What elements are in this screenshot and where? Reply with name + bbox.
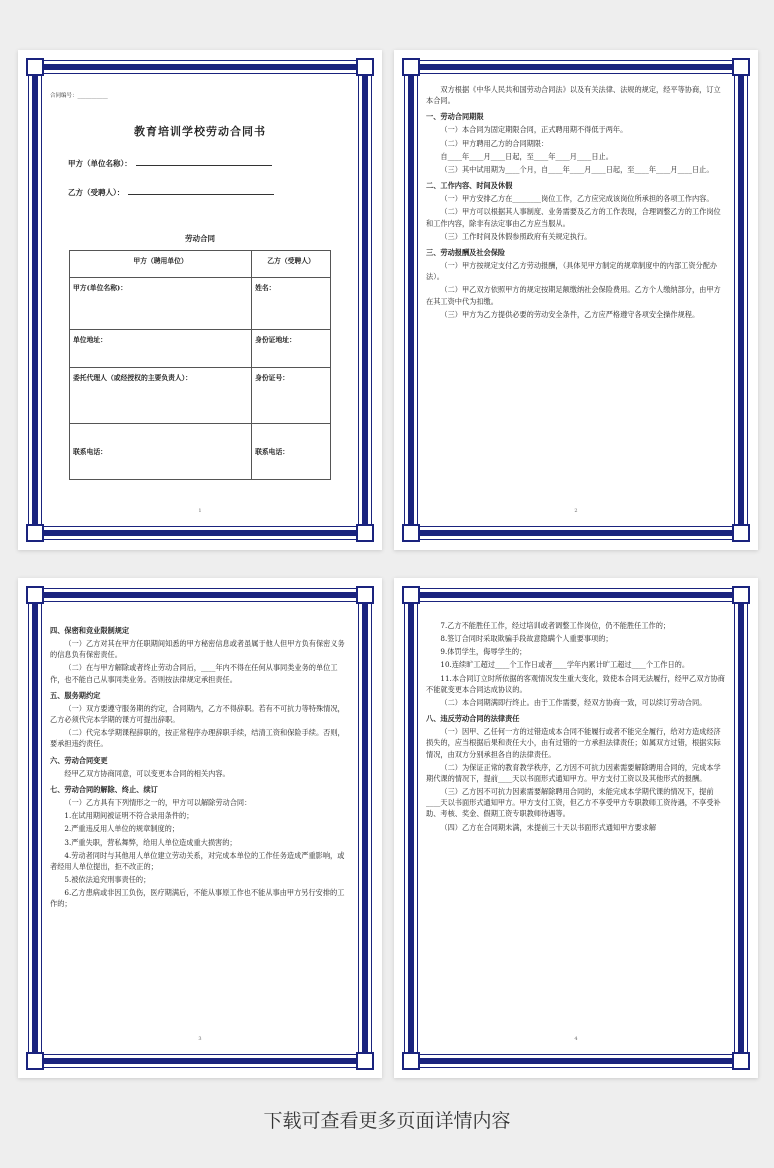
table-title: 劳动合同 <box>185 233 215 243</box>
paragraph: （三）甲方为乙方提供必要的劳动安全条件，乙方应严格遵守各项安全操作规程。 <box>440 309 700 319</box>
document-title: 教育培训学校劳动合同书 <box>134 124 266 138</box>
table-cell: 姓名： <box>252 278 331 330</box>
section-heading: 六、劳动合同变更 <box>50 755 108 765</box>
paragraph: （一）乙方对其在甲方任职期间知悉的甲方秘密信息或者虽属于他人但甲方负有保密义务的信息负有保密责任。 <box>50 639 345 660</box>
border-corner <box>26 1052 44 1070</box>
page-number: 2 <box>574 508 578 514</box>
border-corner <box>732 586 750 604</box>
paragraph: 3.严重失职，营私舞弊，给用人单位造成重大损害的； <box>64 837 237 847</box>
section-heading: 二、工作内容、时间及休假 <box>426 181 513 191</box>
section-heading: 四、保密和竞业限制规定 <box>50 626 130 635</box>
paragraph: 5.被依法追究刑事责任的； <box>64 874 151 884</box>
page-body <box>50 620 350 1048</box>
page-number: 4 <box>574 1036 578 1042</box>
page-number: 1 <box>198 508 202 514</box>
paragraph: （一）乙方具有下列情形之一的，甲方可以解除劳动合同： <box>64 798 252 808</box>
page-body <box>426 84 726 520</box>
section-heading: 一、劳动合同期限 <box>426 112 484 122</box>
paragraph: （二）本合同期满即行终止。由于工作需要，经双方协商一致，可以续订劳动合同。 <box>440 697 707 707</box>
paragraph: （二）代完本学期课程辞职的，按正常程序办理辞职手续，结清工资和保险手续。否则，要承担违约责任。 <box>50 728 345 749</box>
page-number: 3 <box>198 1036 202 1042</box>
paragraph: （三）其中试用期为____个月，自____年____月____日起，至____年____月____日止。 <box>440 164 714 174</box>
border-corner <box>26 58 44 76</box>
paragraph: （一）双方要遵守服务期的约定，合同期内，乙方不得辞职。若有不可抗力等特殊情况，乙方必须代完本学期的课方可提出辞职。 <box>50 703 345 725</box>
border-corner <box>26 586 44 604</box>
paragraph: 6.乙方患病或非因工负伤，医疗期满后，不能从事原工作也不能从事由甲方另行安排的工作的； <box>50 888 345 909</box>
table-cell: 身份证地址： <box>252 330 331 368</box>
paragraph: （一）甲方安排乙方在________岗位工作，乙方应完成该岗位所承担的各项工作内容。 <box>440 194 714 204</box>
contract-page-1 <box>18 50 382 550</box>
section-heading: 五、服务期约定 <box>50 690 101 700</box>
border-corner <box>402 58 420 76</box>
border-corner <box>356 586 374 604</box>
table-header-a: 甲方（聘用单位） <box>70 251 252 278</box>
download-prompt[interactable]: 下载可查看更多页面详情内容 <box>263 1110 511 1132</box>
table-cell: 身份证号： <box>252 368 331 424</box>
border-corner <box>356 58 374 76</box>
contract-number: 合同编号：___________ <box>50 93 108 99</box>
paragraph: 10.连续旷工超过____个工作日或者____学年内累计旷工超过____个工作日的。 <box>440 660 690 670</box>
paragraph: 11.本合同订立时所依据的客观情况发生重大变化，致使本合同无法履行，经甲乙双方协商不能就变更本合同达成协议的。 <box>426 673 725 694</box>
border-corner <box>732 58 750 76</box>
paragraph: （二）甲方可以根据其人事制度、业务需要及乙方的工作表现，合理调整乙方的工作岗位和工作内容，除非有法定事由乙方应当服从。 <box>426 207 721 228</box>
paragraph: （二）甲方聘用乙方的合同期限： <box>440 138 549 148</box>
section-heading: 三、劳动报酬及社会保险 <box>426 247 506 257</box>
contract-page-4 <box>394 578 758 1078</box>
table-cell: 联系电话： <box>70 424 252 480</box>
paragraph: （一）本合同为固定期限合同，正式聘用期不得低于两年。 <box>440 125 628 135</box>
paragraph: （三）工作时间及休假参照政府有关规定执行。 <box>440 231 592 241</box>
border-corner <box>402 1052 420 1070</box>
table-cell: 单位地址： <box>70 330 252 368</box>
contract-table <box>69 250 331 480</box>
section-heading: 八、违反劳动合同的法律责任 <box>426 714 520 724</box>
page-body <box>426 620 726 1048</box>
party-a-label: 甲方（单位名称）： <box>68 158 132 168</box>
paragraph: （二）甲乙双方依照甲方的规定按期足额缴纳社会保险费用。乙方个人缴纳部分，由甲方在其工资中代为扣缴。 <box>426 285 721 306</box>
paragraph: 7.乙方不能胜任工作，经过培训或者调整工作岗位，仍不能胜任工作的； <box>440 621 671 630</box>
border-corner <box>26 524 44 542</box>
paragraph: 9.体罚学生，侮辱学生的； <box>440 647 527 657</box>
paragraph: （二）在与甲方解除或者终止劳动合同后，____年内不得在任何从事同类业务的单位工作，也不能自己从事同类业务。否则按法律规定承担责任。 <box>50 663 338 684</box>
table-cell: 委托代理人（或经授权的主要负责人）： <box>70 368 252 424</box>
paragraph: 自____年____月____日起，至____年____月____日止。 <box>440 151 613 161</box>
paragraph: （三）乙方因不可抗力因素需要解除聘用合同的，未能完成本学期代课的情况下，提前____天以书面形式通知甲方。甲方支付工资，但乙方不享受甲方专职教师工资待遇，不享受补助、考核、奖金、假期工资专职教师待遇等。 <box>426 787 721 819</box>
section-heading: 七、劳动合同的解除、终止、续订 <box>50 784 158 794</box>
paragraph: 8.签订合同时采取欺骗手段故意隐瞒个人重要事项的； <box>440 634 613 644</box>
border-corner <box>732 524 750 542</box>
border-corner <box>402 524 420 542</box>
contract-page-2 <box>394 50 758 550</box>
contract-page-3 <box>18 578 382 1078</box>
paragraph: 2.严重违反用人单位的规章制度的； <box>64 824 180 834</box>
paragraph: （一）甲方按规定支付乙方劳动报酬，（具体见甲方制定的规章制度中的内部工资分配办法）。 <box>426 261 718 282</box>
paragraph: （二）为保证正常的教育教学秩序，乙方因不可抗力因素需要解除聘用合同的，完成本学期代课的情况下，提前____天以书面形式通知甲方。甲方支付工资以及其他形式的报酬。 <box>426 762 721 783</box>
paragraph: （一）因甲、乙任何一方的过错造成本合同不能履行或者不能完全履行，给对方造成经济损失的，应当根据后果和责任大小，由有过错的一方承担法律责任；如属双方过错，根据实际情况，由双方分别承担各自的法律责任。 <box>426 727 721 759</box>
party-a-field <box>50 158 350 170</box>
paragraph: 双方根据《中华人民共和国劳动合同法》以及有关法律、法规的规定，经平等协商，订立本合同。 <box>426 85 721 106</box>
party-b-field <box>50 187 350 199</box>
table-cell: 甲方(单位名称)： <box>70 278 252 330</box>
table-cell: 联系电话： <box>252 424 331 480</box>
table-header-b: 乙方（受聘人） <box>252 251 331 278</box>
paragraph: 1.在试用期间被证明不符合录用条件的； <box>64 811 194 821</box>
paragraph: （四）乙方在合同期未满，未提前三十天以书面形式通知甲方要求解 <box>440 822 657 832</box>
paragraph: 4.劳动者同时与其他用人单位建立劳动关系，对完成本单位的工作任务造成严重影响，或者经用人单位提出，拒不改正的； <box>50 850 345 871</box>
border-corner <box>356 524 374 542</box>
paragraph: 经甲乙双方协商同意，可以变更本合同的相关内容。 <box>64 768 230 778</box>
border-corner <box>356 1052 374 1070</box>
border-corner <box>732 1052 750 1070</box>
border-corner <box>402 586 420 604</box>
party-b-label: 乙方（受聘人）： <box>68 188 125 198</box>
